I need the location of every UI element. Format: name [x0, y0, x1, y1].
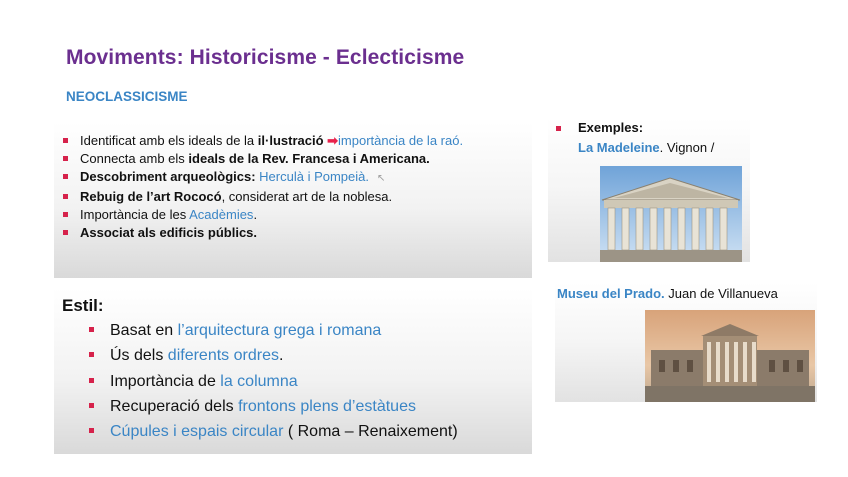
- list-item: [58, 168, 528, 188]
- list-item-text: , considerat art de la noblesa.: [221, 189, 393, 204]
- list-item-text: Recuperació dels: [110, 397, 239, 415]
- slide-subtitle: NEOCLASSICISME: [66, 89, 188, 104]
- list-item-text: Importància de les: [80, 207, 190, 222]
- list-item-text: ➡: [323, 133, 339, 148]
- madeleine-architect: . Vignon /: [659, 140, 715, 155]
- list-item-text: Importància de: [110, 372, 221, 390]
- prado-caption: [557, 286, 778, 301]
- list-item: [58, 188, 528, 206]
- prado-name: Museu del Prado.: [557, 286, 665, 301]
- style-heading: Estil:: [62, 296, 104, 315]
- madeleine-caption: [578, 140, 714, 155]
- list-item-text: il·lustració: [257, 133, 324, 148]
- list-item-text: .: [278, 347, 284, 365]
- examples-label: Exemples:: [578, 120, 644, 135]
- style-panel: [54, 288, 532, 454]
- list-item-text: importància de la raó.: [338, 133, 464, 148]
- examples-panel: [548, 118, 750, 262]
- list-item-text: Basat en: [110, 322, 178, 339]
- list-item-text: Cúpules i espais circular: [110, 423, 284, 441]
- list-item: [58, 132, 528, 150]
- prado-image: [645, 310, 815, 402]
- list-item-text: l’arquitectura grega i romana: [177, 322, 382, 339]
- slide-title: Moviments: Historicisme - Eclecticisme: [66, 46, 465, 69]
- mouse-cursor-icon: ↖: [376, 173, 386, 184]
- list-item: [84, 343, 524, 368]
- list-item: [58, 150, 528, 168]
- bullet-marker: [556, 126, 561, 131]
- list-item-text: Connecta amb els: [80, 151, 189, 166]
- list-item-text: ( Roma – Renaixement): [283, 423, 458, 441]
- prado-architect: Juan de Villanueva: [664, 286, 778, 301]
- list-item-text: Ús dels: [110, 347, 168, 365]
- list-item: [84, 419, 524, 444]
- list-item-text: frontons plens d’estàtues: [238, 397, 416, 415]
- list-item-text: Herculà i Pompeià.: [259, 169, 369, 184]
- list-item-text: ideals de la Rev. Francesa i Americana.: [188, 151, 430, 166]
- list-item-text: Identificat amb els ideals de la: [80, 133, 258, 148]
- list-item-text: Descobriment arqueològics:: [80, 169, 260, 184]
- list-item-text: .: [253, 207, 258, 222]
- ideas-list: [58, 132, 528, 242]
- list-item: [84, 394, 524, 419]
- list-item-text: la columna: [220, 372, 298, 390]
- prado-panel: [555, 282, 817, 402]
- list-item-text: Acadèmies: [189, 207, 254, 222]
- ideas-panel: [54, 122, 532, 278]
- list-item-text: Associat als edificis públics.: [80, 225, 258, 240]
- list-item-text: Rebuig de l’art Rococó: [80, 189, 222, 204]
- list-item: [58, 224, 528, 242]
- list-item: [84, 369, 524, 394]
- list-item-text: diferents ordres: [167, 347, 279, 365]
- style-list: [84, 318, 524, 444]
- madeleine-name: La Madeleine: [578, 140, 660, 155]
- madeleine-image: [600, 166, 742, 262]
- list-item: [58, 206, 528, 224]
- list-item: [84, 318, 524, 343]
